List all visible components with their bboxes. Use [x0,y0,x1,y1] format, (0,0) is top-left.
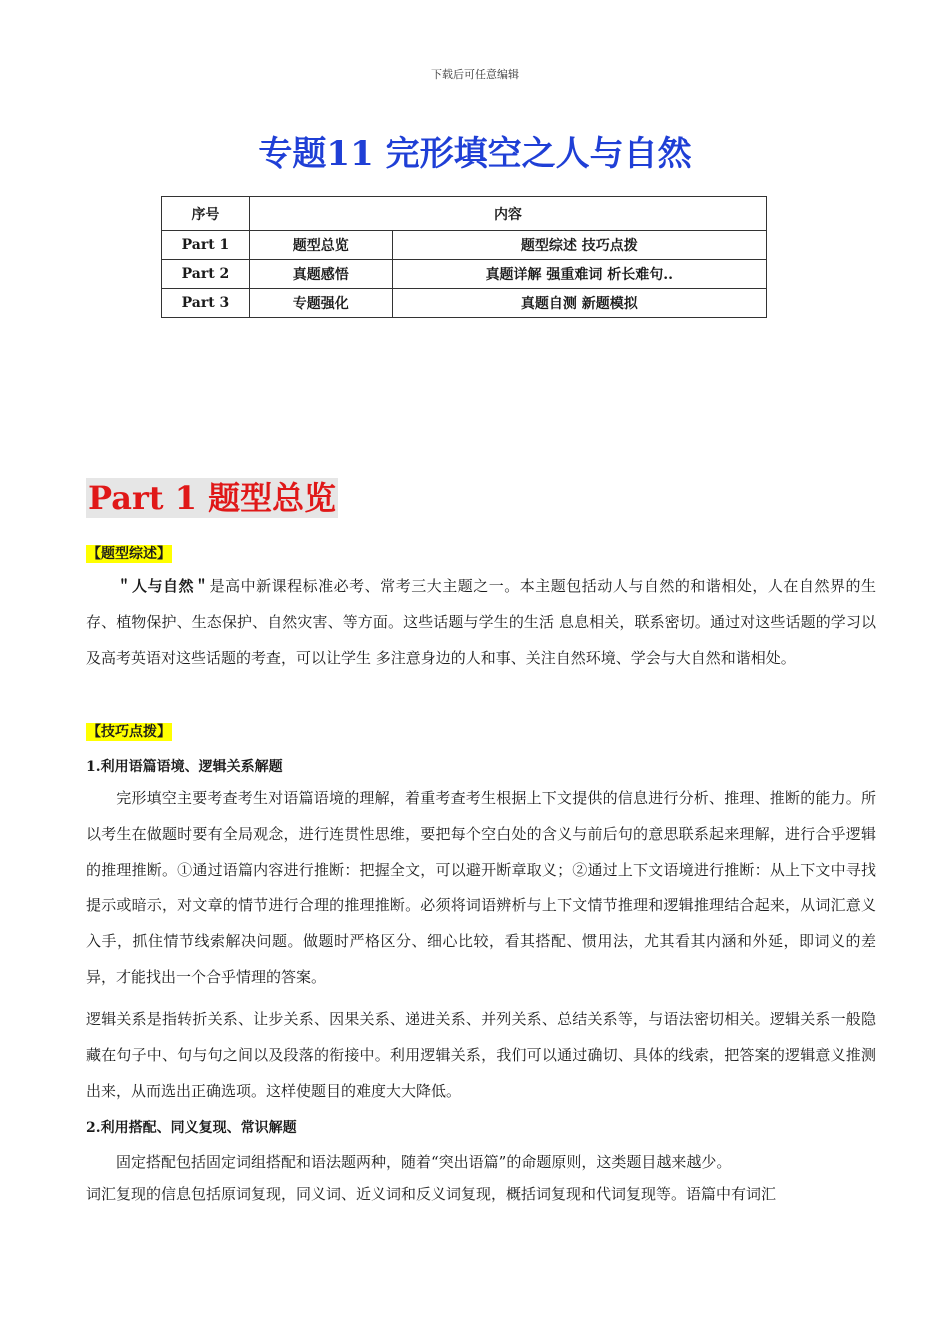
table-cell-part: Part 3 [162,289,250,318]
tip2-paragraph-1 [86,1145,876,1181]
table-row [162,260,767,289]
table-row [162,231,767,260]
overview-text: 是高中新课程标准必考、常考三大主题之一。本主题包括动人与自然的和谐相处，人在自然界的生存、植物保护、生态保护、自然灾害、等方面。这些话题与学生的生活 息息相关，联系密切。通过对这些话题的学习以及高考英语对这些话题的考查，可以让学生 多注意身边的人和事、关注自然环境、学会与大自然和谐相处。 [86,577,876,667]
table-cell-content: 真题详解 强重难词 析长难句.. [392,260,766,289]
tip2-paragraph-2: 词汇复现的信息包括原词复现，同义词、近义词和反义词复现，概括词复现和代词复现等。语篇中有词汇 [86,1185,777,1203]
table-cell-content: 题型综述 技巧点拨 [392,231,766,260]
contents-table [161,196,767,318]
table-cell-part: Part 2 [162,260,250,289]
overview-paragraph [86,569,876,676]
table-header-content: 内容 [249,197,766,231]
table-cell-part: Part 1 [162,231,250,260]
tips-tag: 【技巧点拨】 [87,724,171,740]
tip2-paragraph-1-text: 固定搭配包括固定词组搭配和语法题两种，随着“突出语篇”的命题原则，这类题目越来越少。 [116,1153,732,1171]
table-cell-content: 真题自测 新题模拟 [392,289,766,318]
table-cell-name: 题型总览 [249,231,392,260]
table-header-number: 序号 [162,197,250,231]
document-title: 专题11 完形填空之人与自然 [258,134,692,174]
table-cell-name: 真题感悟 [249,260,392,289]
tip1-paragraph-2: 逻辑关系是指转折关系、让步关系、因果关系、递进关系、并列关系、总结关系等，与语法密切相关。逻辑关系一般隐藏在句子中、句与句之间以及段落的衔接中。利用逻辑关系，我们可以通过确切、具体的线索，把答案的逻辑意义推测出来，从而选出正确选项。这样使题目的难度大大降低。 [86,1010,876,1100]
contents-table-header-row [162,197,767,231]
header-note: 下载后可任意编辑 [431,68,519,81]
tip1-paragraph-1-text: 完形填空主要考查考生对语篇语境的理解，着重考查考生根据上下文提供的信息进行分析、推理、推断的能力。所以考生在做题时要有全局观念，进行连贯性思维，要把每个空白处的含义与前后句的意思联系起来理解，进行合乎逻辑的推理推断。①通过语篇内容进行推断：把握全文，可以避开断章取义；②通过上下文语境进行推断：从上下文中寻找提示或暗示，对文章的情节进行合理的推理推断。必须将词语辨析与上下文情节推理和逻辑推理结合起来，从词汇意义入手，抓住情节线索解决问题。做题时严格区分、细心比较，看其搭配、惯用法，尤其看其内涵和外延，即词义的差异，才能找出一个合乎情理的答案。 [86,789,876,986]
table-cell-name: 专题强化 [249,289,392,318]
tip1-heading: 1.利用语篇语境、逻辑关系解题 [86,759,283,775]
table-row [162,289,767,318]
overview-tag: 【题型综述】 [87,546,171,562]
part1-heading: Part 1 题型总览 [88,479,337,517]
overview-lead: ＂人与自然＂ [116,577,210,595]
tip1-paragraph-1 [86,781,876,996]
tip2-heading: 2.利用搭配、同义复现、常识解题 [86,1120,297,1136]
